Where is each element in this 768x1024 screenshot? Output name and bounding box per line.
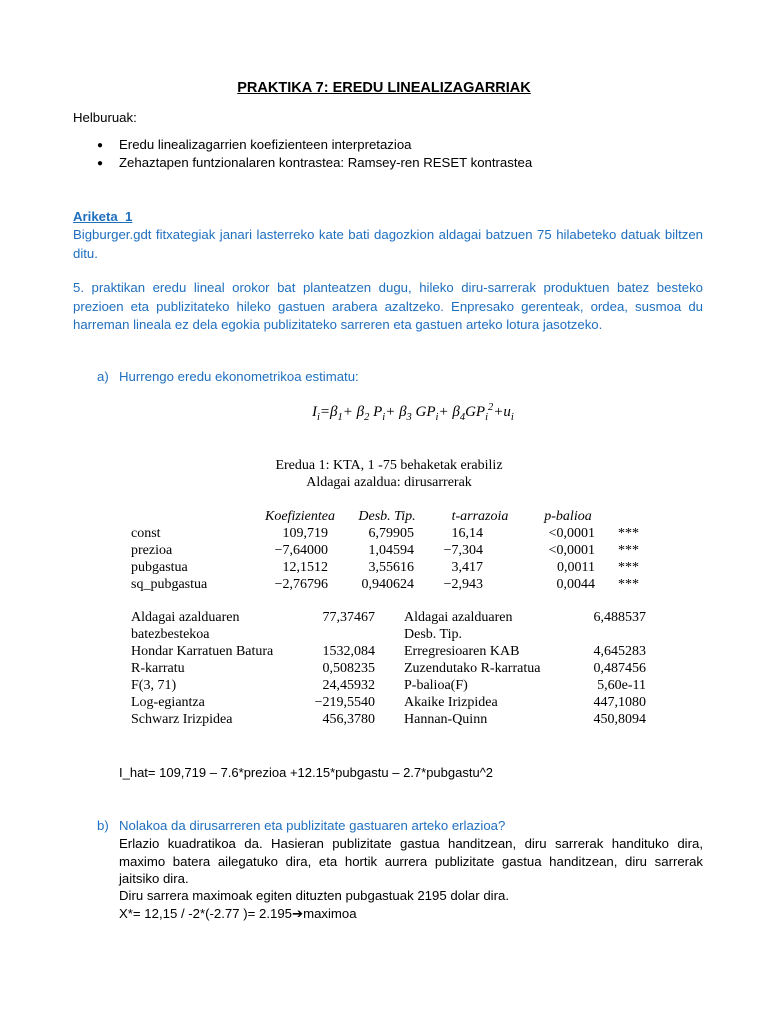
- fitted-equation: I_hat= 109,719 – 7.6*prezioa +12.15*pubgastu – 2.7*pubgastu^2: [119, 765, 494, 780]
- col-header-t: t-arrazoia: [451, 509, 509, 524]
- table-cell-se: 1,04594: [368, 543, 414, 558]
- stat-label: Aldagai azalduaren: [404, 610, 513, 625]
- table-cell-se: 3,55616: [368, 560, 414, 575]
- table-cell-se: 6,79905: [368, 526, 414, 541]
- bullet-icon: ●: [97, 158, 104, 169]
- stat-value: 5,60e-11: [597, 678, 646, 693]
- stat-label: P-balioa(F): [404, 678, 468, 693]
- stat-label: batezbestekoa: [131, 627, 210, 642]
- table-cell-t: −7,304: [443, 543, 483, 558]
- arrow-icon: ➔: [292, 906, 304, 921]
- table-cell-stars: ***: [618, 526, 639, 541]
- table-cell-coef: −2,76796: [274, 577, 328, 592]
- objectives-heading: Helburuak:: [73, 110, 137, 125]
- question-b-label: b): [97, 818, 109, 833]
- table-cell-p: 0,0011: [557, 560, 595, 575]
- stat-label: Hannan-Quinn: [404, 712, 488, 727]
- answer-line: Diru sarrera maximoak egiten dituzten pubgastuak 2195 dolar dira.: [119, 888, 509, 903]
- exercise-paragraph: 5. praktikan eredu lineal orokor bat planteatzen dugu, hileko diru-sarrerak produktuen batez besteko prezioen eta publizitateko hileko gastuen arabera azaltzeko. Enpresako gerenteak, ordea, susmoa du harreman lineala ez dela egokia publizitateko sarreren eta gastuen arteko lotura jasotzeko.: [73, 280, 703, 332]
- objective-item: Zehaztapen funtzionalaren kontrastea: Ramsey-ren RESET kontrastea: [119, 155, 533, 170]
- table-cell-coef: 12,1512: [282, 560, 328, 575]
- table-row-name: const: [131, 526, 161, 541]
- stat-value: 6,488537: [593, 610, 646, 625]
- exercise-heading: Ariketa_1: [73, 209, 133, 224]
- stat-value: 4,645283: [593, 644, 646, 659]
- stat-label: Zuzendutako R-karratua: [404, 661, 541, 676]
- table-cell-p: 0,0044: [556, 577, 595, 592]
- stat-value: 24,45932: [322, 678, 375, 693]
- table-cell-stars: ***: [618, 560, 639, 575]
- model-equation: $I_i=\beta_1+ \beta_2$ $P_i+ \beta_3$ $GP_i+ \beta_4GP_i^2+u_i$: [312, 402, 514, 423]
- answer-formula: X*= 12,15 / -2*(-2.77 )= 2.195: [119, 906, 293, 921]
- table-cell-se: 0,940624: [361, 577, 414, 592]
- objective-item: Eredu linealizagarrien koefizienteen interpretazioa: [119, 137, 412, 152]
- question-b-text: Nolakoa da dirusarreren eta publizitate gastuaren arteko erlazioa?: [119, 818, 506, 833]
- stat-label: Schwarz Irizpidea: [131, 712, 233, 727]
- answer-conclusion: maximoa: [303, 906, 357, 921]
- table-cell-t: 3,417: [451, 560, 483, 575]
- table-cell-coef: −7,64000: [274, 543, 328, 558]
- page-title: PRAKTIKA 7: EREDU LINEALIZAGARRIAK: [237, 80, 531, 96]
- answer-paragraph: Erlazio kuadratikoa da. Hasieran publizitate gastua handitzean, diru sarrerak handituko dira, maximo batera ailegatuko dira, eta hortik aurrera publizitate gastua handitzean, diru sarrerak jaitsiko dira.: [119, 836, 703, 886]
- stat-label: Akaike Irizpidea: [404, 695, 498, 710]
- table-row-name: sq_pubgastua: [131, 577, 208, 592]
- stat-label: Log-egiantza: [131, 695, 205, 710]
- stat-label: Desb. Tip.: [404, 627, 462, 642]
- stat-label: R-karratu: [131, 661, 185, 676]
- table-cell-stars: ***: [618, 577, 639, 592]
- stat-value: 0,487456: [593, 661, 646, 676]
- table-cell-coef: 109,719: [282, 526, 328, 541]
- col-header-se: Desb. Tip.: [358, 509, 416, 524]
- table-row-name: pubgastua: [131, 560, 188, 575]
- stat-label: Erregresioaren KAB: [404, 644, 520, 659]
- stat-label: Hondar Karratuen Batura: [131, 644, 274, 659]
- stat-value: 1532,084: [322, 644, 375, 659]
- col-header-coef: Koefizientea: [265, 509, 335, 524]
- stat-label: Aldagai azalduaren: [131, 610, 240, 625]
- model-title: Eredua 1: KTA, 1 -75 behaketak erabiliz: [275, 458, 503, 473]
- bullet-icon: ●: [97, 140, 104, 151]
- stat-value: −219,5540: [314, 695, 375, 710]
- question-a-label: a): [97, 369, 109, 384]
- stat-value: 450,8094: [593, 712, 646, 727]
- question-a-text: Hurrengo eredu ekonometrikoa estimatu:: [119, 369, 359, 384]
- table-cell-t: −2,943: [443, 577, 483, 592]
- stat-label: F(3, 71): [131, 678, 177, 693]
- table-cell-p: <0,0001: [548, 543, 595, 558]
- stat-value: 456,3780: [322, 712, 375, 727]
- table-cell-p: <0,0001: [548, 526, 595, 541]
- table-row-name: prezioa: [131, 543, 173, 558]
- col-header-p: p-balioa: [544, 509, 592, 524]
- stat-value: 447,1080: [593, 695, 646, 710]
- exercise-intro: Bigburger.gdt fitxategiak janari lasterreko kate bati dagozkion aldagai batzuen 75 hilabeteko datuak biltzen ditu.: [73, 227, 703, 261]
- table-cell-stars: ***: [618, 543, 639, 558]
- stat-value: 77,37467: [322, 610, 375, 625]
- stat-value: 0,508235: [322, 661, 375, 676]
- model-dependent: Aldagai azaldua: dirusarrerak: [306, 475, 472, 490]
- table-cell-t: 16,14: [451, 526, 483, 541]
- answer-formula-line: [119, 906, 357, 922]
